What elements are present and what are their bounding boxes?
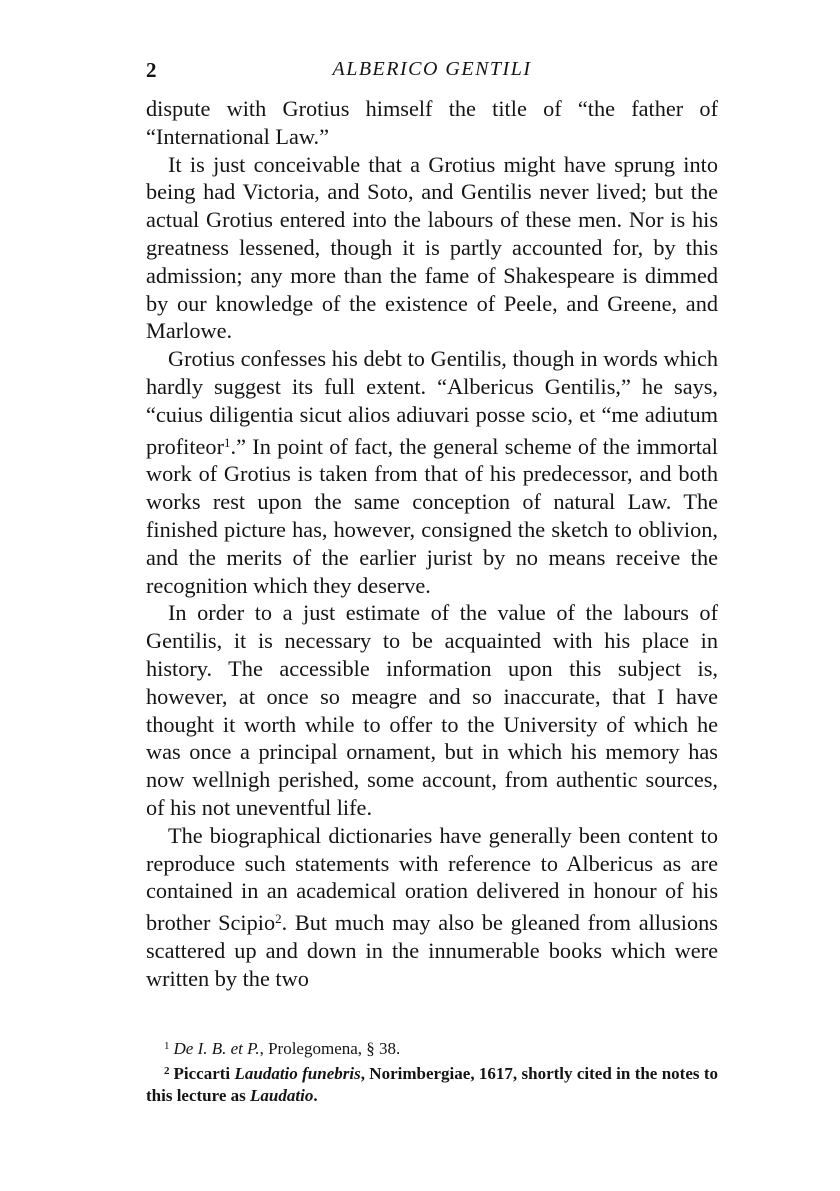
- paragraph-5-text-a: The biographical dictionaries have generally been content to reproduce such statements with reference to Albericus as are contained in an academical oration delivered in honour of his brother Scipio: [146, 822, 718, 936]
- page-number: 2: [146, 58, 157, 82]
- paragraph-just-estimate: [146, 599, 718, 821]
- footnote-1: [146, 1035, 718, 1060]
- footnote-ref-1: 1: [224, 434, 231, 450]
- paragraph-3-text-b: .” In point of fact, the general scheme of the immortal work of Grotius is taken from that of his predecessor, and both works rest upon the same conception of natural Law. The finished picture has, however, consigned the sketch to oblivion, and the merits of the earlier jurist by no means receive the recognition which they deserve.: [146, 433, 718, 598]
- body-text: [146, 95, 718, 993]
- footnote-1-mark: 1: [164, 1040, 170, 1052]
- paragraph-5-text-b: . But much may also be gleaned from allusions scattered up and down in the innumerable books which were written by the two: [146, 910, 718, 991]
- footnote-2-mid: , Norimbergiae, 1617, shortly cited in the notes to this lecture as: [146, 1064, 718, 1105]
- footnote-1-title: De I. B. et P.: [173, 1039, 260, 1058]
- paragraph-2-text: It is just conceivable that a Grotius might have sprung into being had Victoria, and Soto, and Gentilis never lived; but the actual Grotius entered into the labours of these men. Nor is his greatness lessened, though it is partly accounted for, by this admission; any more than the fame of Shakespeare is dimmed by our knowledge of the existence of Peele, and Greene, and Marlowe.: [146, 151, 718, 344]
- paragraph-4-text: In order to a just estimate of the value of the labours of Gentilis, it is necessary to be acquainted with his place in history. The accessible information upon this subject is, however, at once so meagre and so inaccurate, that I have thought it worth while to offer to the University of which he was once a principal ornament, but in which his memory has now wellnigh perished, some account, from authentic sources, of his not uneventful life.: [146, 600, 718, 820]
- footnote-2-lead: Piccarti: [173, 1064, 235, 1083]
- paragraph-grotius-conceivable: [146, 151, 718, 346]
- paragraph-3-text-a: Grotius confesses his debt to Gentilis, though in words which hardly suggest its full extent. “Albericus Gentilis,” he says, “cuius diligentia sicut alios adiuvari posse scio, et “me adiutum profiteor: [146, 346, 718, 459]
- footnotes: [146, 1035, 718, 1107]
- footnote-2-short-title: Laudatio: [250, 1086, 314, 1105]
- paragraph-1-text: dispute with Grotius himself the title of “the father of “International Law.”: [146, 96, 718, 149]
- running-title: ALBERICO GENTILI: [332, 58, 532, 80]
- footnote-2-title: Laudatio funebris: [234, 1064, 361, 1083]
- paragraph-continued: [146, 95, 718, 151]
- footnote-2-end: .: [313, 1086, 318, 1105]
- paragraph-biographical-dictionaries: [146, 822, 718, 993]
- footnote-1-rest: , Prolegomena, § 38.: [259, 1039, 401, 1058]
- footnote-ref-2: 2: [275, 911, 282, 927]
- footnote-2-mark: 2: [164, 1065, 170, 1077]
- footnote-2: [146, 1060, 718, 1107]
- running-head: [146, 58, 718, 88]
- paragraph-grotius-debt: [146, 345, 718, 599]
